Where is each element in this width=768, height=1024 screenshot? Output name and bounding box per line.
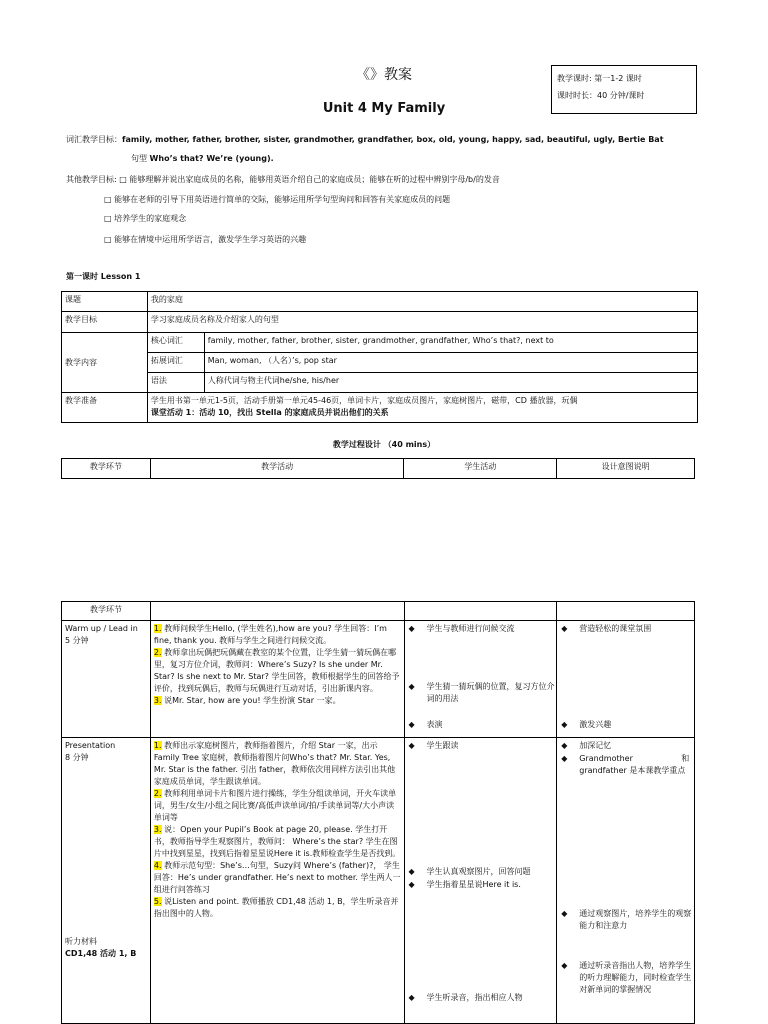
diamond-bullet-icon: ◆: [561, 961, 568, 970]
pres-intent-1: 加深记忆: [579, 741, 612, 750]
pres-intent-and: 和: [681, 754, 690, 763]
main-header-stage: 教学环节: [62, 602, 151, 621]
vocab-objective-text: family, mother, father, brother, sister, grandmother, grandfather, box, old, young, happy, sad, beautiful, ugly, Bertie Bat: [122, 135, 664, 144]
warmup-student-1: 学生与教师进行问候交流: [426, 624, 515, 633]
lesson-count: 教学课时: 第一1-2 课时: [557, 74, 642, 83]
diamond-bullet-icon: ◆: [561, 720, 568, 729]
listening-note-value: CD1,48 活动 1, B: [65, 949, 137, 958]
presentation-label: Presentation: [65, 741, 116, 750]
presentation-activity-5: [154, 896, 401, 920]
core-vocab-value: family, mother, father, brother, sister, grandmother, grandfather, Who’s that?, next to: [204, 333, 697, 353]
presentation-activity-2: [154, 788, 401, 824]
diamond-bullet-icon: ◆: [408, 624, 415, 633]
core-vocab-label: 核心词汇: [147, 333, 204, 353]
main-header-empty-2: [150, 602, 404, 621]
presentation-intent: [557, 738, 695, 1024]
step-number: 5.: [153, 897, 162, 906]
other-objective-label: 其他教学目标:: [66, 175, 117, 184]
extra-vocab-value: Man, woman, （人名）’s, pop star: [204, 353, 697, 373]
process-header-intent: 设计意图说明: [557, 459, 695, 479]
lesson-info-table: [61, 291, 698, 423]
warmup-intent: [557, 621, 695, 738]
pres-intent-4: 通过听录音指出人物，培养学生的听力理解能力，同时检查学生对新单词的掌握情况: [579, 961, 692, 994]
pres-intent-2-cont: grandfather 是本课教学重点: [579, 766, 686, 775]
process-main-table: [61, 601, 695, 1024]
pres-student-2: 学生认真观察图片，回答问题: [426, 867, 531, 876]
step-number: 4.: [153, 861, 162, 870]
other-objective-1: □ 能够理解并说出家庭成员的名称，能够用英语介绍自己的家庭成员；能够在听的过程中辨别字母/b/的发音: [119, 175, 500, 184]
presentation-time: 8 分钟: [65, 753, 89, 762]
activity-text: 说Mr. Star, how are you! 学生扮演 Star 一家。: [164, 696, 341, 705]
vocab-objective-label: 词汇教学目标：: [66, 135, 122, 144]
content-label: 教学内容: [62, 333, 148, 393]
lesson-label: 第一课时: [66, 272, 98, 281]
extra-vocab-label: 拓展词汇: [147, 353, 204, 373]
pres-student-1: 学生跟读: [426, 741, 459, 750]
pres-student-3: 学生指着星星说Here it is.: [426, 880, 521, 889]
step-number: 2.: [153, 789, 162, 798]
diamond-bullet-icon: ◆: [408, 993, 415, 1002]
lesson-heading: [66, 271, 140, 283]
activity-text: 教师利用单词卡片和图片进行操练，学生分组读单词，开火车读单词，男生/女生/小组之间比赛/高低声读单词/拍/手读单词等/大小声读单词等: [153, 789, 397, 822]
warmup-stage: [62, 621, 151, 738]
other-objective-3: □ 培养学生的家庭观念: [104, 214, 187, 223]
process-header-table: [61, 458, 695, 479]
step-number: 1.: [153, 741, 162, 750]
presentation-activity-4: [154, 860, 401, 896]
prep-label: 教学准备: [62, 393, 148, 423]
warmup-activity-3: [154, 695, 401, 707]
diamond-bullet-icon: ◆: [561, 754, 568, 763]
topic-label: 课题: [62, 292, 148, 312]
lesson-info-box: [551, 65, 697, 114]
process-header-student: 学生活动: [404, 459, 557, 479]
warmup-activity-2: [154, 647, 401, 695]
presentation-activities: [150, 738, 404, 1024]
grammar-value: 人称代词与物主代词he/she, his/her: [204, 373, 697, 393]
diamond-bullet-icon: ◆: [561, 741, 568, 750]
unit-title: Unit 4 My Family: [322, 101, 446, 116]
grammar-label: 语法: [147, 373, 204, 393]
objective-label: 教学目标: [62, 312, 148, 333]
diamond-bullet-icon: ◆: [561, 624, 568, 633]
process-header-stage: 教学环节: [62, 459, 151, 479]
pres-student-4: 学生听录音，指出相应人物: [426, 993, 523, 1002]
other-objective-2: □ 能够在老师的引导下用英语进行简单的交际，能够运用所学句型询问和回答有关家庭成员的问题: [104, 195, 451, 204]
step-number: 1.: [153, 624, 162, 633]
lesson-name: Lesson 1: [100, 272, 141, 281]
activity-text: 教师问候学生Hello, (学生姓名),how are you? 学生回答：I’m fine, thank you. 教师与学生之间进行问候交流。: [153, 624, 387, 645]
presentation-stage: [62, 738, 151, 1024]
process-header-activity: 教学活动: [150, 459, 404, 479]
presentation-activity-1: [154, 740, 401, 788]
sentence-objective: [131, 153, 274, 165]
warmup-time: 5 分钟: [65, 636, 89, 645]
lesson-duration: 课时时长：40 分钟/课时: [557, 91, 645, 100]
pres-intent-2: Grandmother: [579, 754, 633, 763]
step-number: 3.: [153, 696, 162, 705]
other-objective: [66, 174, 500, 186]
step-number: 3.: [153, 825, 162, 834]
warmup-intent-1: 营造轻松的课堂氛围: [579, 624, 652, 633]
presentation-student-activities: [404, 738, 557, 1024]
vocab-objective: [66, 134, 664, 146]
warmup-student-activities: [404, 621, 557, 738]
process-title: 教学过程设计 （40 mins）: [332, 440, 436, 449]
prep-line-2: 课堂活动 1：活动 10，找出 Stella 的家庭成员并说出他们的关系: [150, 408, 389, 417]
document-title: 《》教案: [356, 67, 412, 83]
diamond-bullet-icon: ◆: [408, 741, 415, 750]
warmup-student-3: 表演: [426, 720, 443, 729]
activity-text: 教师示范句型：She’s…句型，Suzy问 Where’s (father)?， 学生回答：He’s under grandfather. He’s next to mother. 学生两人一组进行问答练习: [153, 861, 401, 894]
activity-text: 说Listen and point. 教师播放 CD1,48 活动 1, B，学生听录音并指出图中的人物。: [153, 897, 399, 918]
diamond-bullet-icon: ◆: [408, 720, 415, 729]
diamond-bullet-icon: ◆: [561, 909, 568, 918]
topic-value: 我的家庭: [147, 292, 697, 312]
prep-value: [147, 393, 697, 423]
diamond-bullet-icon: ◆: [408, 880, 415, 889]
warmup-label: Warm up / Lead in: [65, 624, 138, 633]
sentence-objective-text: Who’s that? We’re (young).: [149, 154, 274, 163]
main-header-empty-3: [404, 602, 557, 621]
warmup-intent-2: 激发兴趣: [579, 720, 612, 729]
activity-text: 教师出示家庭树图片，教师指着图片，介绍 Star 一家，出示 Family Tree 家庭树，教师指着图片问Who’s that? Mr. Star. Yes, Mr. Star is the father. 引出 father，教师依次用同样方法引出其他家庭成员单词，学生跟读单词。: [153, 741, 396, 786]
objective-value: 学习家庭成员名称及介绍家人的句型: [147, 312, 697, 333]
diamond-bullet-icon: ◆: [408, 682, 415, 691]
presentation-activity-3: [154, 824, 401, 860]
activity-text: 说：Open your Pupil’s Book at page 20, please. 学生打开书，教师指导学生观察图片，教师问： Where’s the star? 学生在图片中找到星星，找到后指着星星说Here it is.教师检查学生是否找到。: [153, 825, 401, 858]
other-objective-4: □ 能够在情境中运用所学语言，激发学生学习英语的兴趣: [104, 235, 307, 244]
prep-line-1: 学生用书第一单元1-5页，活动手册第一单元45-46页，单词卡片，家庭成员图片，家庭树图片，磁带，CD 播放器，玩偶: [150, 396, 578, 405]
pres-intent-3: 通过观察图片，培养学生的观察能力和注意力: [579, 909, 692, 930]
warmup-activity-1: [154, 623, 401, 647]
activity-text: 教师拿出玩偶把玩偶藏在教室的某个位置，让学生猜一猜玩偶在哪里，复习方位介词，教师问：Where’s Suzy? Is she under Mr. Star? Is she next to Mr. Star? 学生回答，教师根据学生的回答给予评价，找到玩偶后，教师与玩偶进行互动对话，引出新课内容。: [153, 648, 400, 693]
sentence-objective-label: 句型: [131, 154, 147, 163]
warmup-student-2: 学生猜一猜玩偶的位置，复习方位介词的用法: [426, 682, 555, 703]
diamond-bullet-icon: ◆: [408, 867, 415, 876]
step-number: 2.: [153, 648, 162, 657]
main-header-empty-4: [557, 602, 695, 621]
warmup-activities: [150, 621, 404, 738]
listening-note-label: 听力材料: [65, 937, 97, 946]
